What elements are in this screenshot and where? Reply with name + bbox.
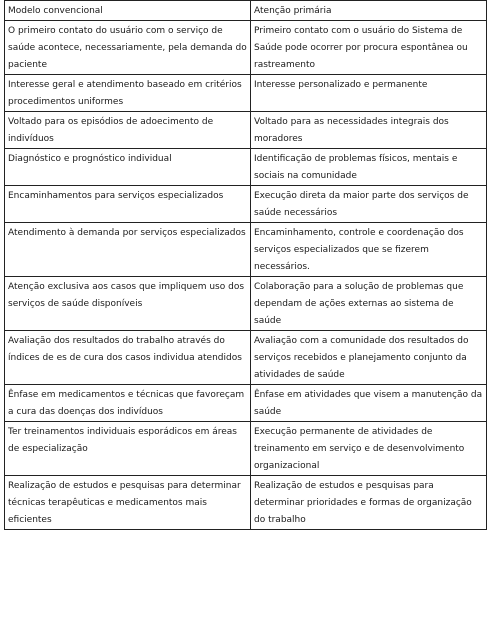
cell-modelo-convencional: Ênfase em medicamentos e técnicas que favoreçam a cura das doenças dos indivíduos bbox=[5, 385, 251, 422]
table-row bbox=[5, 112, 487, 149]
cell-modelo-convencional: Realização de estudos e pesquisas para determinar técnicas terapêuticas e medicamentos mais eficientes bbox=[5, 476, 251, 530]
cell-atencao-primaria: Colaboração para a solução de problemas que dependam de ações externas ao sistema de saúde bbox=[251, 277, 487, 331]
cell-modelo-convencional: Ter treinamentos individuais esporádicos em áreas de especialização bbox=[5, 422, 251, 476]
cell-modelo-convencional: Encaminhamentos para serviços especializados bbox=[5, 186, 251, 223]
cell-atencao-primaria: Avaliação com a comunidade dos resultados do serviços recebidos e planejamento conjunto da atividades de saúde bbox=[251, 331, 487, 385]
cell-atencao-primaria: Realização de estudos e pesquisas para determinar prioridades e formas de organização do trabalho bbox=[251, 476, 487, 530]
table-row bbox=[5, 331, 487, 385]
table-header-row bbox=[5, 1, 487, 21]
comparison-table bbox=[4, 0, 487, 530]
cell-atencao-primaria: Interesse personalizado e permanente bbox=[251, 75, 487, 112]
table-row bbox=[5, 277, 487, 331]
cell-atencao-primaria: Execução direta da maior parte dos serviços de saúde necessários bbox=[251, 186, 487, 223]
table-row bbox=[5, 75, 487, 112]
cell-atencao-primaria: Identificação de problemas físicos, mentais e sociais na comunidade bbox=[251, 149, 487, 186]
header-modelo-convencional: Modelo convencional bbox=[5, 1, 251, 21]
cell-modelo-convencional: Interesse geral e atendimento baseado em critérios procedimentos uniformes bbox=[5, 75, 251, 112]
cell-modelo-convencional: Diagnóstico e prognóstico individual bbox=[5, 149, 251, 186]
cell-atencao-primaria: Voltado para as necessidades integrais dos moradores bbox=[251, 112, 487, 149]
cell-modelo-convencional: Avaliação dos resultados do trabalho através do índices de es de cura dos casos individua atendidos bbox=[5, 331, 251, 385]
cell-modelo-convencional: O primeiro contato do usuário com o serviço de saúde acontece, necessariamente, pela demanda do paciente bbox=[5, 21, 251, 75]
table-row bbox=[5, 223, 487, 277]
table-row bbox=[5, 186, 487, 223]
cell-atencao-primaria: Ênfase em atividades que visem a manutenção da saúde bbox=[251, 385, 487, 422]
table-row bbox=[5, 21, 487, 75]
table-row bbox=[5, 385, 487, 422]
table-row bbox=[5, 422, 487, 476]
table-row bbox=[5, 149, 487, 186]
cell-modelo-convencional: Voltado para os episódios de adoecimento de indivíduos bbox=[5, 112, 251, 149]
cell-atencao-primaria: Primeiro contato com o usuário do Sistema de Saúde pode ocorrer por procura espontânea ou rastreamento bbox=[251, 21, 487, 75]
header-atencao-primaria: Atenção primária bbox=[251, 1, 487, 21]
table-row bbox=[5, 476, 487, 530]
cell-modelo-convencional: Atenção exclusiva aos casos que impliquem uso dos serviços de saúde disponíveis bbox=[5, 277, 251, 331]
cell-modelo-convencional: Atendimento à demanda por serviços especializados bbox=[5, 223, 251, 277]
cell-atencao-primaria: Encaminhamento, controle e coordenação dos serviços especializados que se fizerem necessários. bbox=[251, 223, 487, 277]
cell-atencao-primaria: Execução permanente de atividades de treinamento em serviço e de desenvolvimento organizacional bbox=[251, 422, 487, 476]
